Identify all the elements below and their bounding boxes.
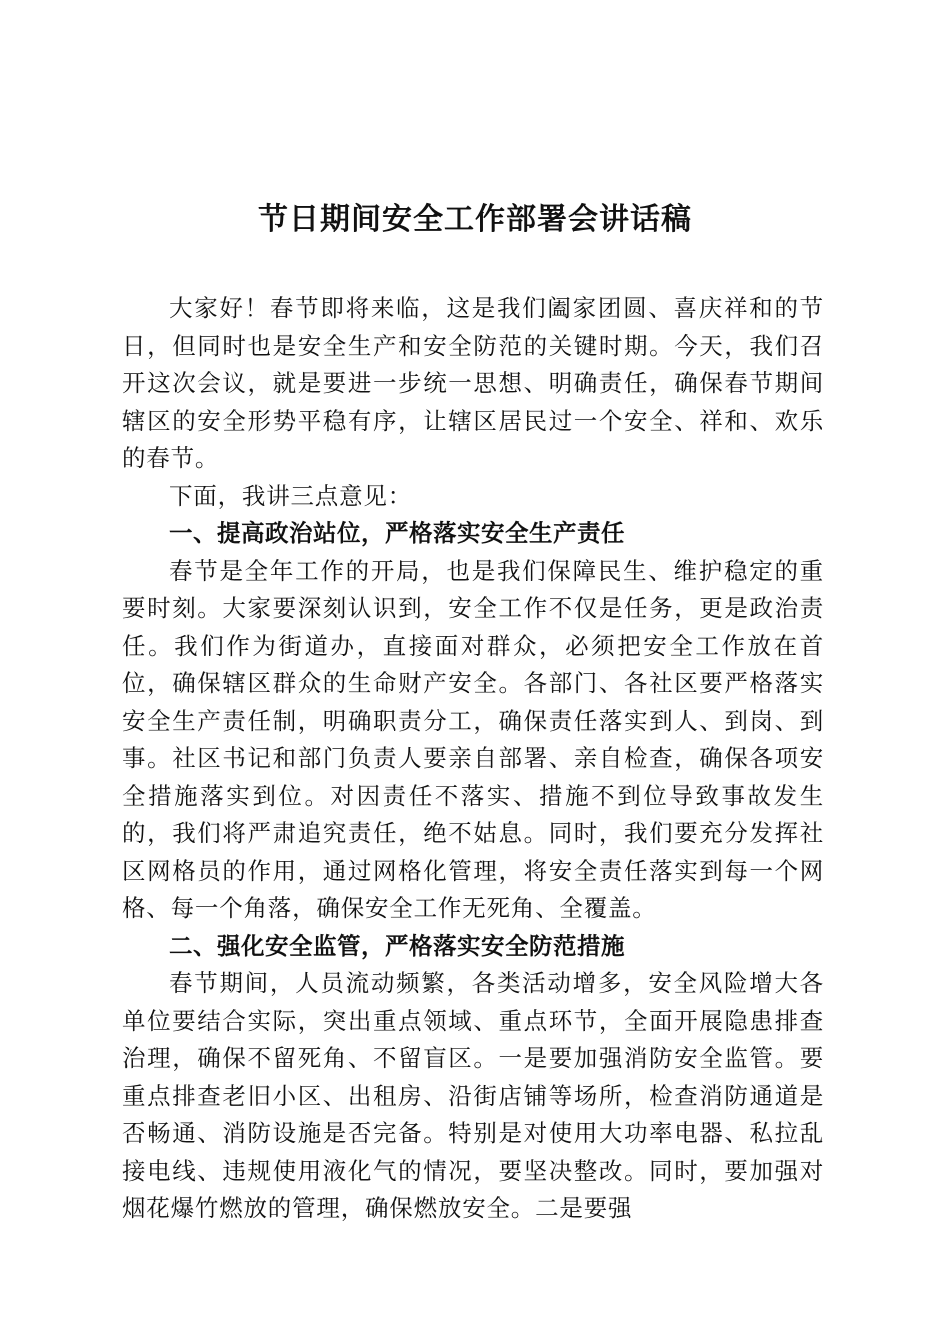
- section-2-paragraph: 春节期间，人员流动频繁，各类活动增多，安全风险增大各单位要结合实际，突出重点领域、重点环节，全面开展隐患排查治理，确保不留死角、不留盲区。一是要加强消防安全监管。要重点排查老旧小区、出租房、沿街店铺等场所，检查消防通道是否畅通、消防设施是否完备。特别是对使用大功率电器、私拉乱接电线、违规使用液化气的情况，要坚决整改。同时，要加强对烟花爆竹燃放的管理，确保燃放安全。二是要强: [122, 969, 824, 1222]
- document-body: [122, 290, 824, 1228]
- section-1-paragraph: 春节是全年工作的开局，也是我们保障民生、维护稳定的重要时刻。大家要深刻认识到，安全工作不仅是任务，更是政治责任。我们作为街道办，直接面对群众，必须把安全工作放在首位，确保辖区群众的生命财产安全。各部门、各社区要严格落实安全生产责任制，明确职责分工，确保责任落实到人、到岗、到事。社区书记和部门负责人要亲自部署、亲自检查，确保各项安全措施落实到位。对因责任不落实、措施不到位导致事故发生的，我们将严肃追究责任，绝不姑息。同时，我们要充分发挥社区网格员的作用，通过网格化管理，将安全责任落实到每一个网格、每一个角落，确保安全工作无死角、全覆盖。: [122, 556, 824, 922]
- document-title: 节日期间安全工作部署会讲话稿: [258, 202, 692, 237]
- intro-paragraph: 下面，我讲三点意见：: [169, 481, 412, 510]
- section-1-heading: 一、提高政治站位，严格落实安全生产责任: [169, 519, 625, 547]
- opening-paragraph: 大家好！春节即将来临，这是我们阖家团圆、喜庆祥和的节日，但同时也是安全生产和安全防范的关键时期。今天，我们召开这次会议，就是要进一步统一思想、明确责任，确保春节期间辖区的安全形势平稳有序，让辖区居民过一个安全、祥和、欢乐的春节。: [122, 294, 824, 472]
- section-2-heading: 二、强化安全监管，严格落实安全防范措施: [169, 931, 625, 960]
